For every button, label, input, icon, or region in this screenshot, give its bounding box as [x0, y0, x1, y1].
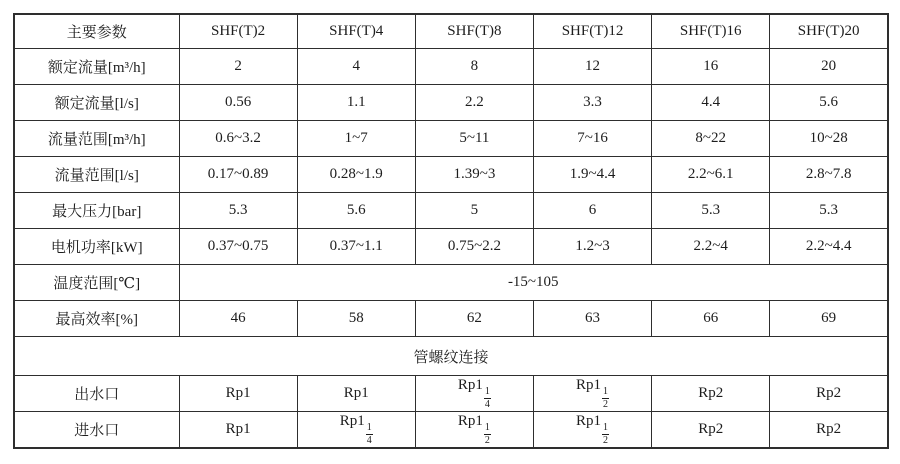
- value-cell: 1.39~3: [415, 157, 533, 193]
- value-cell: 1.9~4.4: [533, 157, 651, 193]
- value-cell: 0.56: [179, 85, 297, 121]
- value-cell: 8~22: [652, 121, 770, 157]
- row-label: 流量范围[l/s]: [14, 157, 179, 193]
- row-label: 流量范围[m³/h]: [14, 121, 179, 157]
- row-label: 最大压力[bar]: [14, 193, 179, 229]
- value-cell: 2: [179, 49, 297, 85]
- section-label: 管螺纹连接: [14, 337, 888, 376]
- value-cell: 0.75~2.2: [415, 229, 533, 265]
- stacked-fraction: [484, 387, 491, 410]
- value-cell: 66: [652, 301, 770, 337]
- value-cell: 0.37~0.75: [179, 229, 297, 265]
- value-cell: Rp2: [652, 376, 770, 412]
- value-cell: Rp1: [179, 412, 297, 449]
- value-cell: 16: [652, 49, 770, 85]
- value-cell: 0.6~3.2: [179, 121, 297, 157]
- model-column-header: SHF(T)12: [533, 14, 651, 49]
- value-cell: 3.3: [533, 85, 651, 121]
- value-cell: Rp2: [652, 412, 770, 449]
- table-row: [14, 49, 888, 85]
- value-cell: 2.2~4: [652, 229, 770, 265]
- value-cell: 2.2~4.4: [770, 229, 888, 265]
- value-cell: 0.37~1.1: [297, 229, 415, 265]
- value-cell: 5.3: [770, 193, 888, 229]
- table-row: [14, 376, 888, 412]
- fraction-denominator: 2: [484, 435, 490, 446]
- table-row: [14, 193, 888, 229]
- model-column-header: SHF(T)2: [179, 14, 297, 49]
- header-row: [14, 14, 888, 49]
- temp-range-cell: -15~105: [179, 265, 888, 301]
- model-column-header: SHF(T)20: [770, 14, 888, 49]
- row-label: 额定流量[m³/h]: [14, 49, 179, 85]
- value-cell: 2.2~6.1: [652, 157, 770, 193]
- section-row: [14, 337, 888, 376]
- table-row: [14, 412, 888, 449]
- value-cell: Rp1 $\frac{1}{4}$: [415, 376, 533, 412]
- table-row: [14, 265, 888, 301]
- table-row: [14, 121, 888, 157]
- table-row: [14, 85, 888, 121]
- row-label: 最高效率[%]: [14, 301, 179, 337]
- value-cell: Rp1: [179, 376, 297, 412]
- model-column-header: SHF(T)8: [415, 14, 533, 49]
- row-label: 进水口: [14, 412, 179, 449]
- value-cell: 46: [179, 301, 297, 337]
- value-cell: 4.4: [652, 85, 770, 121]
- fraction-denominator: 4: [366, 435, 372, 446]
- value-cell: Rp1 $\frac{1}{2}$: [415, 412, 533, 449]
- value-cell: Rp1 $\frac{1}{2}$: [533, 376, 651, 412]
- value-cell: 4: [297, 49, 415, 85]
- value-cell: 12: [533, 49, 651, 85]
- value-cell: Rp1 $\frac{1}{4}$: [297, 412, 415, 449]
- fraction-numerator: 1: [484, 422, 490, 433]
- row-label: 额定流量[l/s]: [14, 85, 179, 121]
- stacked-fraction: [602, 387, 609, 410]
- value-cell: 10~28: [770, 121, 888, 157]
- value-cell: Rp1: [297, 376, 415, 412]
- row-label: 温度范围[℃]: [14, 265, 179, 301]
- value-cell: 0.28~1.9: [297, 157, 415, 193]
- fraction-denominator: 4: [484, 399, 490, 410]
- value-cell: 69: [770, 301, 888, 337]
- value-cell: 20: [770, 49, 888, 85]
- table-row: [14, 301, 888, 337]
- value-cell: 0.17~0.89: [179, 157, 297, 193]
- value-cell: Rp1 $\frac{1}{2}$: [533, 412, 651, 449]
- fraction-numerator: 1: [484, 386, 490, 397]
- value-cell: 2.2: [415, 85, 533, 121]
- value-cell: 5.6: [297, 193, 415, 229]
- fraction-denominator: 2: [603, 399, 609, 410]
- value-cell: 62: [415, 301, 533, 337]
- model-column-header: SHF(T)4: [297, 14, 415, 49]
- fraction-denominator: 2: [603, 435, 609, 446]
- table-row: [14, 157, 888, 193]
- value-cell: 63: [533, 301, 651, 337]
- stacked-fraction: [484, 423, 491, 446]
- value-cell: 5: [415, 193, 533, 229]
- value-cell: 5.6: [770, 85, 888, 121]
- model-column-header: SHF(T)16: [652, 14, 770, 49]
- stacked-fraction: [366, 423, 373, 446]
- table-row: [14, 229, 888, 265]
- row-label: 电机功率[kW]: [14, 229, 179, 265]
- value-cell: 6: [533, 193, 651, 229]
- fraction-numerator: 1: [603, 422, 609, 433]
- value-cell: 58: [297, 301, 415, 337]
- row-label: 出水口: [14, 376, 179, 412]
- value-cell: Rp2: [770, 376, 888, 412]
- value-cell: 8: [415, 49, 533, 85]
- value-cell: Rp2: [770, 412, 888, 449]
- spec-table-body: [14, 14, 888, 448]
- value-cell: 5.3: [179, 193, 297, 229]
- value-cell: 2.8~7.8: [770, 157, 888, 193]
- value-cell: 1~7: [297, 121, 415, 157]
- value-cell: 5.3: [652, 193, 770, 229]
- value-cell: 1.2~3: [533, 229, 651, 265]
- fraction-numerator: 1: [366, 422, 372, 433]
- value-cell: 5~11: [415, 121, 533, 157]
- fraction-numerator: 1: [603, 386, 609, 397]
- spec-table: [13, 13, 889, 449]
- param-column-header: 主要参数: [14, 14, 179, 49]
- stacked-fraction: [602, 423, 609, 446]
- value-cell: 7~16: [533, 121, 651, 157]
- value-cell: 1.1: [297, 85, 415, 121]
